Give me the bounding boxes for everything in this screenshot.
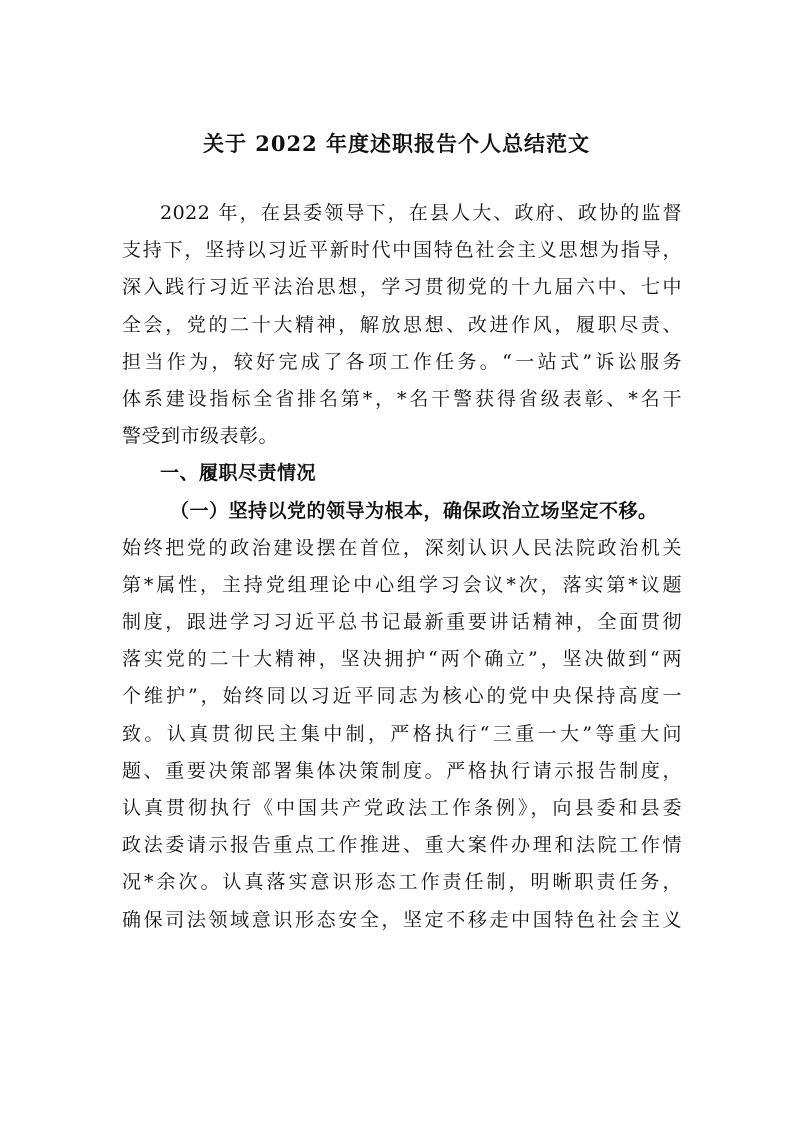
paragraph-line: 体系建设指标全省排名第*，*名干警获得省级表彰、*名干	[122, 387, 682, 410]
paragraph-line: 致。认真贯彻民主集中制，严格执行“三重一大”等重大问	[122, 722, 682, 745]
paragraph-line: 始终把党的政治建设摆在首位，深刻认识人民法院政治机关	[122, 536, 682, 559]
paragraph-line: 政法委请示报告重点工作推进、重大案件办理和法院工作情	[122, 834, 682, 857]
paragraph-line: 制度，跟进学习习近平总书记最新重要讲话精神，全面贯彻	[122, 611, 682, 634]
paragraph-line: 个维护”，始终同以习近平同志为核心的党中央保持高度一	[122, 685, 682, 708]
paragraph-line: 确保司法领域意识形态安全，坚定不移走中国特色社会主义	[122, 908, 682, 931]
subsection-heading: （一）坚持以党的领导为根本，确保政治立场坚定不移。	[170, 499, 658, 522]
paragraph-line: 全会，党的二十大精神，解放思想、改进作风，履职尽责、	[122, 313, 682, 336]
paragraph-line: 深入践行习近平法治思想，学习贯彻党的十九届六中、七中	[122, 276, 682, 299]
paragraph-line: 第*属性，主持党组理论中心组学习会议*次，落实第*议题	[122, 573, 682, 596]
paragraph-line: 落实党的二十大精神，坚决拥护“两个确立”，坚决做到“两	[122, 648, 682, 671]
paragraph-line: 题、重要决策部署集体决策制度。严格执行请示报告制度，	[122, 759, 682, 782]
paragraph-line: 况*余次。认真落实意识形态工作责任制，明晰职责任务，	[122, 871, 682, 894]
paragraph-line: 2022 年，在县委领导下，在县人大、政府、政协的监督	[160, 202, 682, 224]
document-title: 关于 2022 年度述职报告个人总结范文	[202, 131, 591, 156]
section-heading: 一、履职尽责情况	[160, 462, 317, 485]
paragraph-line: 支持下，坚持以习近平新时代中国特色社会主义思想为指导，	[122, 239, 682, 262]
document-body	[122, 195, 682, 939]
paragraph-line: 担当作为，较好完成了各项工作任务。“一站式”诉讼服务	[122, 350, 682, 373]
paragraph-line: 警受到市级表彰。	[122, 425, 279, 448]
paragraph-line: 认真贯彻执行《中国共产党政法工作条例》，向县委和县委	[122, 797, 682, 819]
